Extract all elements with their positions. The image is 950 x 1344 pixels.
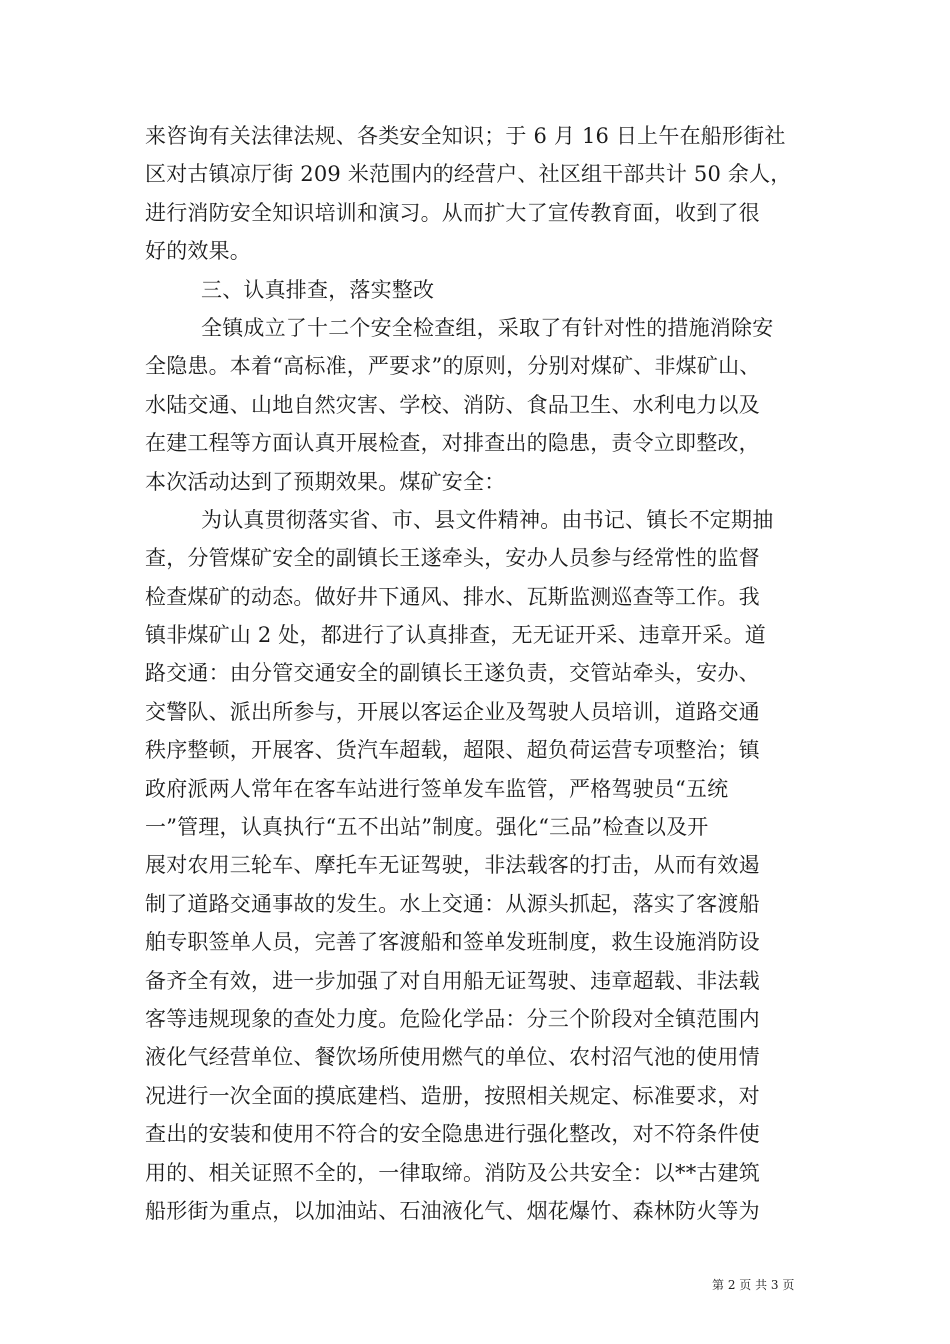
body-line: 查，分管煤矿安全的副镇长王遂牵头，安办人员参与经常性的监督 [145, 546, 760, 571]
paragraph-first-line: 为认真贯彻落实省、市、县文件精神。由书记、镇长不定期抽 [201, 507, 774, 532]
page-number: 第 2 页 共 3 页 [712, 1278, 795, 1292]
body-line: 船形街为重点，以加油站、石油液化气、烟花爆竹、森林防火等为 [145, 1198, 760, 1223]
body-line: 况进行一次全面的摸底建档、造册，按照相关规定、标准要求，对 [145, 1083, 760, 1108]
body-line: 秩序整顿，开展客、货汽车超载，超限、超负荷运营专项整治；镇 [145, 738, 760, 763]
body-line: 用的、相关证照不全的，一律取缔。消防及公共安全：以**古建筑 [145, 1160, 760, 1185]
body-line: 查出的安装和使用不符合的安全隐患进行强化整改，对不符条件使 [145, 1122, 760, 1147]
body-line: 客等违规现象的查处力度。危险化学品：分三个阶段对全镇范围内 [145, 1006, 760, 1031]
body-line: 液化气经营单位、餐饮场所使用燃气的单位、农村沼气池的使用情 [145, 1045, 760, 1070]
body-line: 本次活动达到了预期效果。煤矿安全： [145, 469, 506, 494]
body-line: 展对农用三轮车、摩托车无证驾驶，非法载客的打击，从而有效遏 [145, 853, 760, 878]
body-line: 路交通：由分管交通安全的副镇长王遂负责，交管站牵头，安办、 [145, 661, 760, 686]
paragraph-first-line: 全镇成立了十二个安全检查组，采取了有针对性的措施消除安 [201, 315, 774, 340]
body-line: 进行消防安全知识培训和演习。从而扩大了宣传教育面，收到了很 [145, 200, 760, 225]
body-line: 制了道路交通事故的发生。水上交通：从源头抓起，落实了客渡船 [145, 891, 760, 916]
body-line: 水陆交通、山地自然灾害、学校、消防、食品卫生、水利电力以及 [145, 392, 760, 417]
body-line: 检查煤矿的动态。做好井下通风、排水、瓦斯监测巡查等工作。我 [145, 584, 760, 609]
body-line: 在建工程等方面认真开展检查，对排查出的隐患，责令立即整改， [145, 431, 760, 456]
body-line: 交警队、派出所参与，开展以客运企业及驾驶人员培训，道路交通 [145, 699, 760, 724]
body-line: 政府派两人常年在客车站进行签单发车监管，严格驾驶员“五统 [145, 776, 729, 801]
body-line: 备齐全有效，进一步加强了对自用船无证驾驶、违章超载、非法载 [145, 968, 760, 993]
document-body [145, 117, 810, 1230]
body-line: 来咨询有关法律法规、各类安全知识；于 6 月 16 日上午在船形街社 [145, 124, 786, 148]
body-line: 区对古镇凉厅街 209 米范围内的经营户、社区组干部共计 50 余人， [145, 162, 792, 187]
body-line: 全隐患。本着“高标准，严要求”的原则，分别对煤矿、非煤矿山、 [145, 354, 761, 379]
body-line: 镇非煤矿山 2 处，都进行了认真排查，无无证开采、违章开采。道 [145, 623, 766, 648]
body-line: 一”管理，认真执行“五不出站”制度。强化“三品”检查以及开 [145, 815, 709, 840]
body-line: 好的效果。 [145, 239, 251, 264]
body-line: 舶专职签单人员，完善了客渡船和签单发班制度，救生设施消防设 [145, 930, 760, 955]
section-heading: 三、认真排查，落实整改 [201, 277, 435, 302]
